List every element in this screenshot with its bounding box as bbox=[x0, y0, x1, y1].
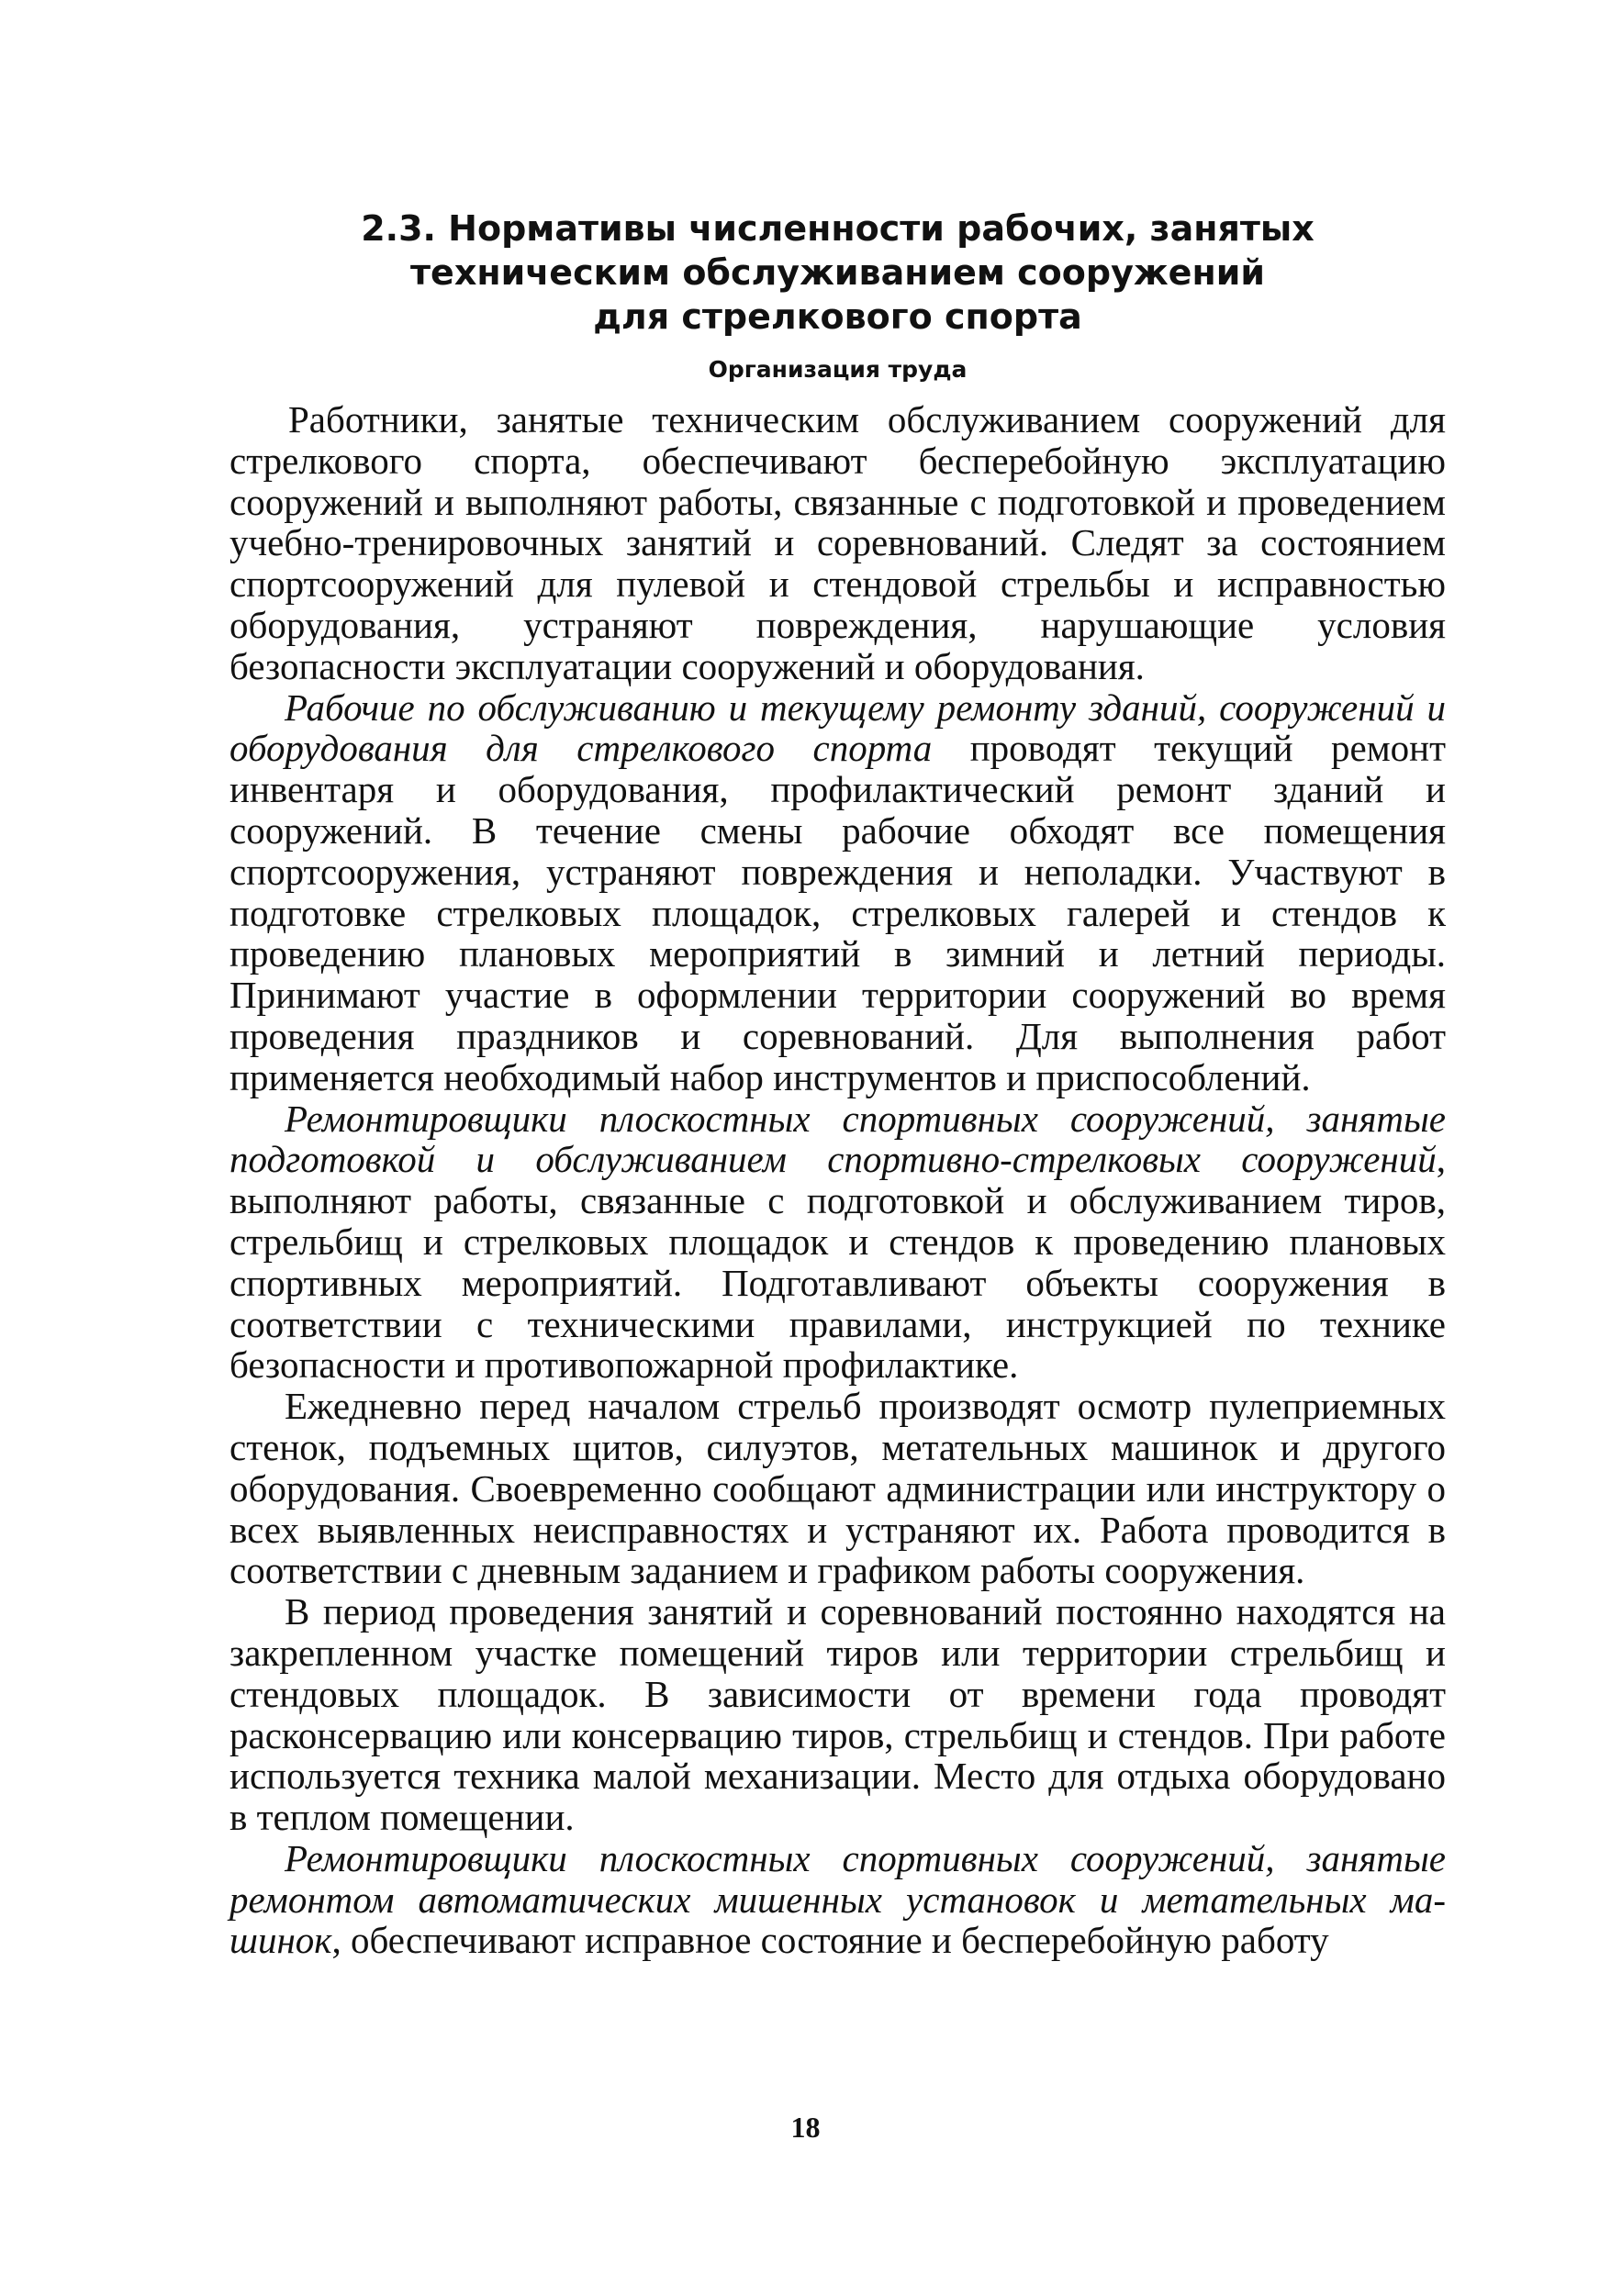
paragraph-6 bbox=[229, 1838, 1446, 1961]
paragraph-2-italic-term: Рабочие по обслуживанию и текущему ремонту зданий, сооружений и оборудования для стрелкового спорта bbox=[229, 685, 1446, 770]
paragraph-3-text: , выполняют работы, связанные с подготовкой и обслуживанием тиров, стрельбищ и стрелковых площадок и стендов к проведению плановых спортивных мероприятий. Подготавливают объекты сооружения в соответствии с техническими правилами, инструкцией по технике безопасности и противопожарной профилактике. bbox=[229, 1138, 1446, 1387]
section-heading-line-1: 2.3. Нормативы численности рабочих, занятых bbox=[361, 208, 1315, 249]
section-heading-line-2: техническим обслуживанием сооружений bbox=[410, 252, 1265, 293]
paragraph-6-italic-term: Ремонтировщики плоскостных спортивных сооружений, занятые ремонтом автоматических мишенных установок и метательных машинок bbox=[229, 1836, 1446, 1962]
paragraph-2 bbox=[229, 687, 1446, 1098]
paragraph-3 bbox=[229, 1098, 1446, 1387]
paragraph-5: В период проведения занятий и соревнований постоянно находятся на закрепленном участке помещений тиров или территории стрельбищ и стендовых площадок. В зависимости от времени года проводят расконсервацию или консервацию тиров, стрельбищ и стендов. При работе используется техника малой механизации. Место для отдыха оборудовано в теплом помещении. bbox=[229, 1590, 1446, 1839]
subsection-heading: Организация труда bbox=[708, 356, 968, 383]
paragraph-2-text: проводят текущий ремонт инвентаря и оборудования, профилактический ремонт зданий и сооружений. В течение смены рабочие обходят все помещения спортсооружения, устраняют повреждения и неполадки. Участвуют в подготовке стрелковых площадок, стрелковых галерей и стендов к проведению плановых мероприятий в зимний и летний периоды. Принимают участие в оформлении территории сооружений во время проведения праздников и соревнований. Для выполнения работ применяется необходимый набор инструментов и приспособлений. bbox=[229, 727, 1447, 1098]
paragraph-3-italic-term: Ремонтировщики плоскостных спортивных сооружений, занятые подготовкой и обслуживанием спортивно-стрелковых сооружений bbox=[229, 1097, 1446, 1181]
page-number: 18 bbox=[790, 2111, 821, 2144]
document-page bbox=[229, 206, 1446, 2244]
paragraph-1: Работники, занятые техническим обслуживанием сооружений для стрелкового спорта, обеспечивают бесперебойную эксплуатацию сооружений и выполняют работы, связанные с подготовкой и проведением учебно-тренировочных занятий и соревнований. Следят за состоянием спортсооружений для пулевой и стендовой стрельбы и исправностью оборудования, устраняют повреждения, нарушающие условия безопасности эксплуатации сооружений и оборудования. bbox=[229, 398, 1446, 687]
paragraph-6-text: , обеспечивают исправное состояние и бесперебойную работу bbox=[331, 1919, 1329, 1962]
section-heading-line-3: для стрелкового спорта bbox=[593, 296, 1082, 337]
section-heading bbox=[229, 206, 1446, 339]
paragraph-4: Ежедневно перед началом стрельб производят осмотр пулеприемных стенок, подъемных щитов, силуэтов, метательных машинок и другого оборудования. Своевременно сообщают администрации или инструктору о всех выявленных неисправностях и устраняют их. Работа проводится в соответствии с дневным заданием и графиком работы сооружения. bbox=[229, 1385, 1446, 1592]
